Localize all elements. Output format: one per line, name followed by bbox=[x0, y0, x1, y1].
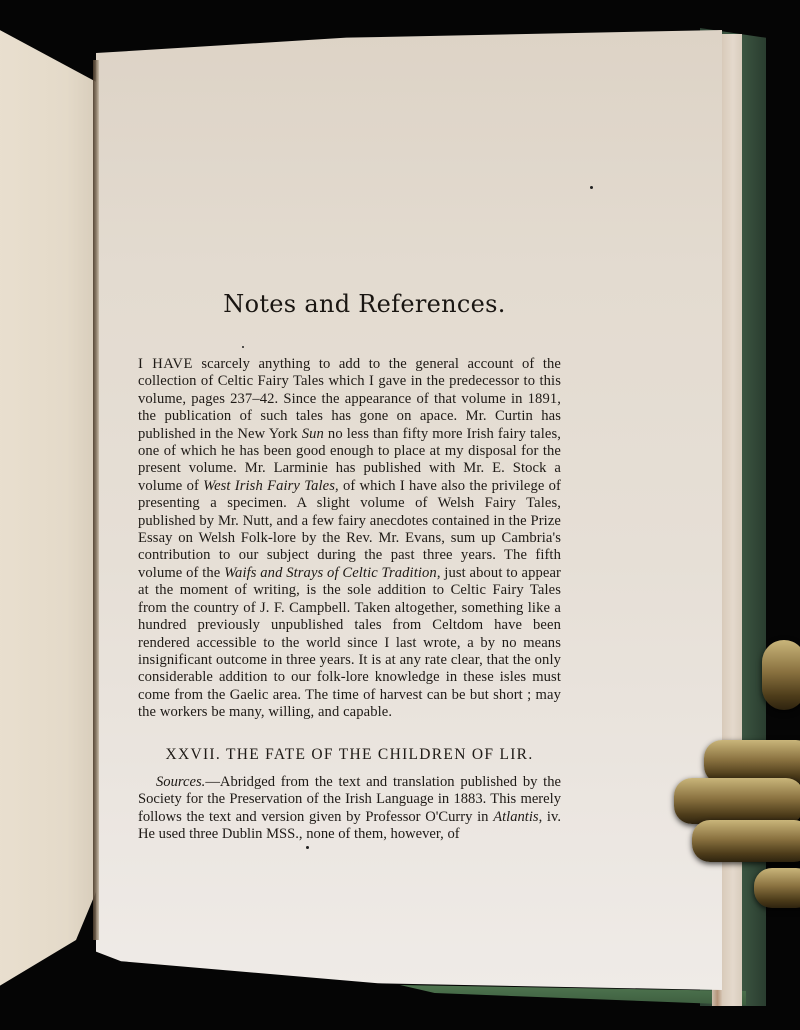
italic-sun: Sun bbox=[301, 425, 324, 442]
italic-atlantis: Atlantis bbox=[493, 808, 539, 825]
ink-speck bbox=[590, 186, 593, 189]
page-title: Notes and References. bbox=[223, 290, 506, 318]
clasp-bar-4 bbox=[754, 868, 800, 908]
intro-lead: I HAVE bbox=[138, 356, 193, 372]
book-gutter bbox=[93, 60, 99, 940]
clasp-bar-2 bbox=[674, 778, 800, 824]
brass-clasp bbox=[674, 640, 800, 910]
clasp-ring bbox=[762, 640, 800, 710]
intro-text-2: no less than fifty more Irish fairy tales, one of which he has been good enough to place at my disposal for the present volume. Mr. Larminie has published with Mr. E. Stock a volume of bbox=[138, 425, 561, 494]
sources-paragraph bbox=[138, 774, 561, 844]
italic-west-irish-fairy-tales: West Irish Fairy Tales bbox=[203, 477, 335, 494]
sources-label: Sources. bbox=[156, 773, 206, 790]
sources-text-2: , iv. He used three Dublin MSS., none of them, however, of bbox=[138, 808, 561, 843]
section-heading: XXVII. THE FATE OF THE CHILDREN OF LIR. bbox=[165, 745, 534, 763]
intro-paragraph bbox=[138, 356, 561, 722]
intro-text-3: , of which I have also the privilege of presenting a specimen. A slight volume of Welsh Fairy Tales, published by Mr. Nutt, and a few fairy anecdotes contained in the Prize Essay on Welsh Folk-lore by the Rev. Mr. Evans, sum up Cambria's contribution to our subject during the past three years. The fifth volume of the bbox=[138, 477, 561, 581]
page-text bbox=[138, 290, 561, 844]
sources-text-1: —Abridged from the text and translation published by the Society for the Preservation of the Irish Language in 1883. This merely follows the text and version given by Professor O'Curry in bbox=[138, 773, 561, 825]
italic-waifs-and-strays: Waifs and Strays of Celtic Tradition bbox=[224, 564, 437, 581]
left-facing-page bbox=[0, 28, 96, 988]
ink-speck bbox=[306, 846, 309, 849]
intro-text-1: scarcely anything to add to the general account of the collection of Celtic Fairy Tales which I gave in the predecessor to this volume, pages 237–42. Since the appearance of that volume in 1891, the publication of such tales has gone on apace. Mr. Curtin has published in the New York bbox=[138, 356, 561, 442]
clasp-bar-3 bbox=[692, 820, 800, 862]
intro-text-4: , just about to appear at the moment of writing, is the sole addition to Celtic Fairy Tales from the country of J. F. Campbell. Taken altogether, something like a hundred previously unpublished tales from Celtdom have been rendered accessible to the world since I last wrote, a by no means insignificant outcome in three years. It is at any rate clear, that the only considerable addition to our folk-lore knowledge in these isles must come from the Gaelic area. The time of harvest can be but short ; may the workers be many, willing, and capable. bbox=[138, 564, 562, 721]
